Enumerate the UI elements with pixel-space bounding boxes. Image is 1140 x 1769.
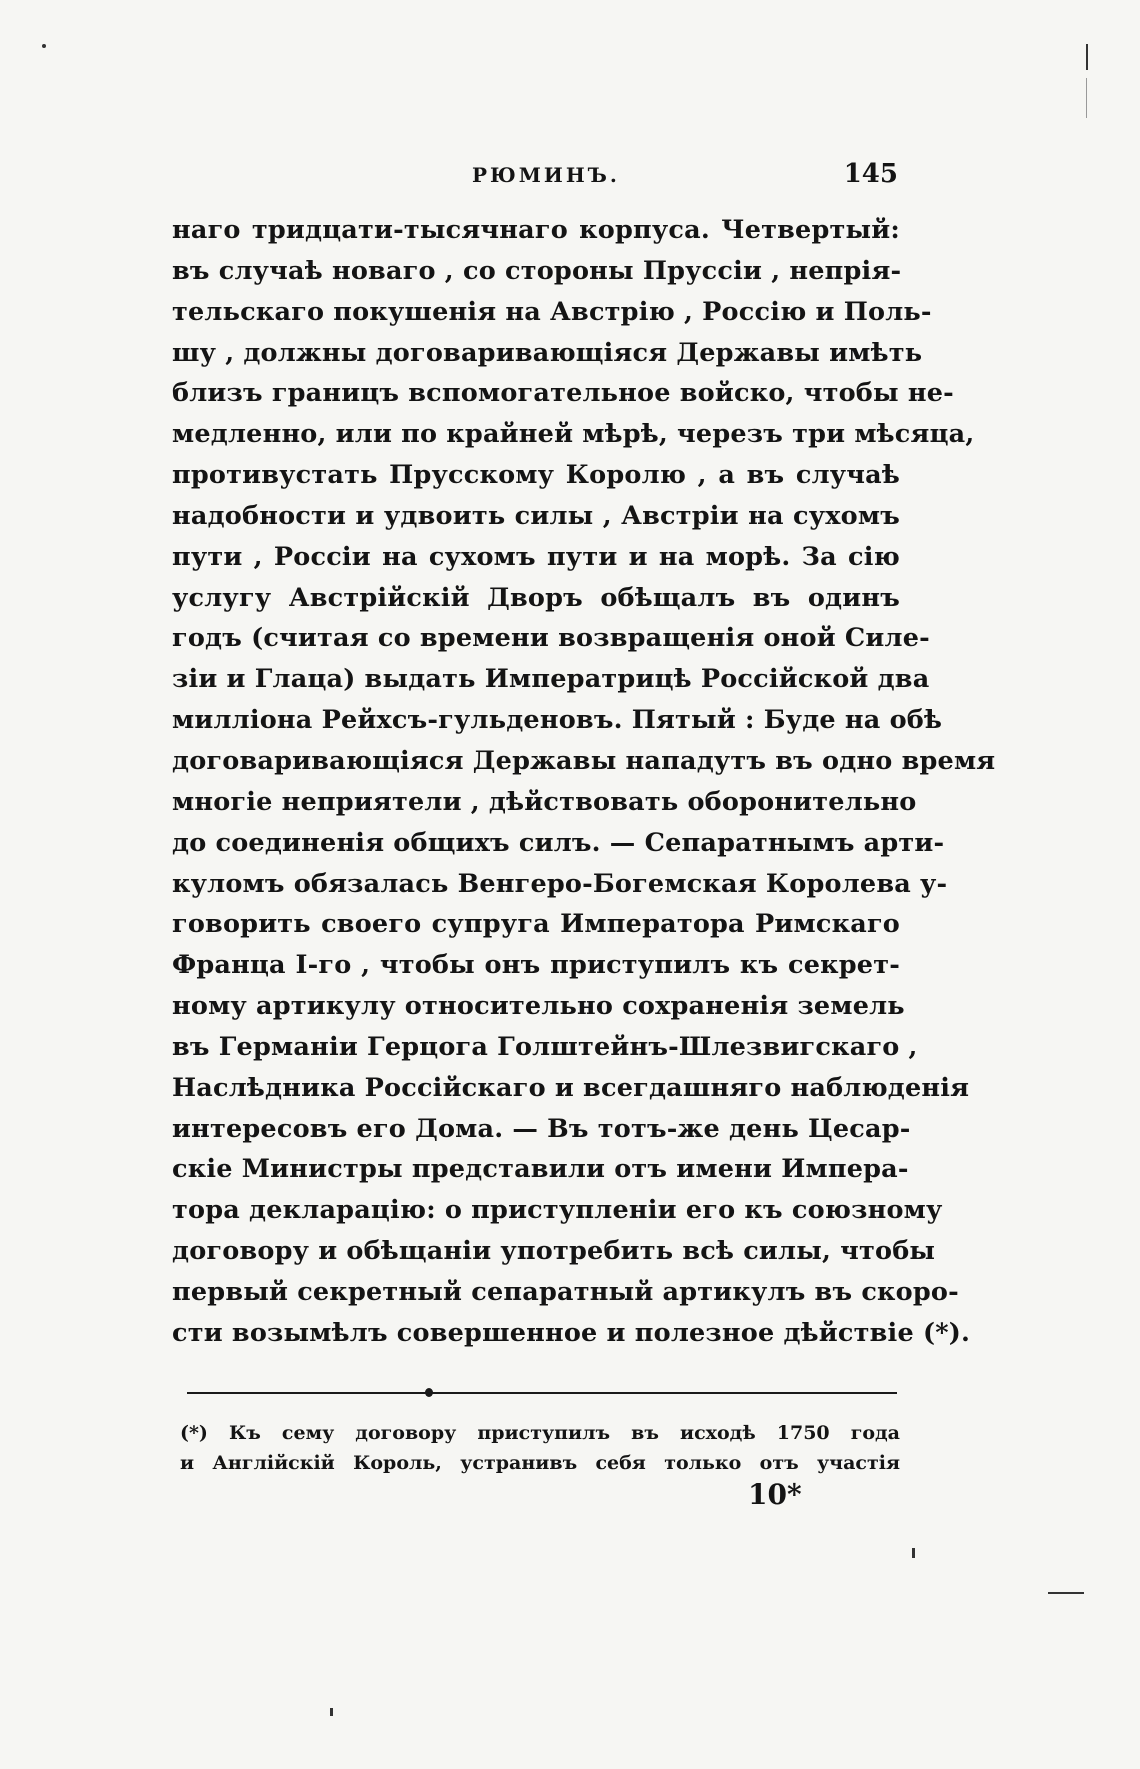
text-line: договору и обѣщаніи употребить всѣ силы, чтобы — [172, 1236, 936, 1267]
text-line: интересовъ его Дома. — Въ тотъ-же день Цесар- — [172, 1113, 911, 1144]
text-line: договаривающіяся Державы нападутъ въ одно время — [172, 745, 996, 776]
text-line: Наслѣдника Россійскаго и всегдашняго наблюденія — [172, 1072, 970, 1103]
text-line: многіе неприятели , дѣйствовать оборонительно — [172, 786, 917, 817]
text-line: годъ (считая со времени возвращенія оной Силе- — [172, 623, 930, 654]
text-line: милліона Рейхсъ-гульденовъ. Пятый : Буде на обѣ — [172, 705, 943, 736]
text-line: первый секретный сепаратный артикулъ въ скоро- — [172, 1276, 959, 1307]
text-line: шу , должны договаривающіяся Державы имѣть — [172, 337, 923, 368]
footnote — [180, 1418, 900, 1478]
text-line: противустать Прусскому Королю , а въ случаѣ — [172, 460, 900, 491]
edge-dash — [1048, 1592, 1084, 1594]
text-line: ному артикулу относительно сохраненія земель — [172, 991, 905, 1022]
signature-mark: 10* — [748, 1478, 802, 1511]
text-line: въ случаѣ новаго , со стороны Пруссіи , непрія- — [172, 255, 902, 286]
text-line: услугу Австрійскій Дворъ обѣщалъ въ одинъ — [172, 582, 900, 613]
body-text — [172, 210, 996, 1354]
text-line: пути , Россіи на сухомъ пути и на морѣ. За сію — [172, 541, 900, 572]
margin-speck — [330, 1708, 333, 1716]
edge-line — [1086, 44, 1088, 70]
text-line: скіе Министры представили отъ имени Импера- — [172, 1154, 909, 1185]
text-line: зіи и Глаца) выдать Императрицѣ Россійской два — [172, 664, 930, 695]
text-line: въ Германіи Герцога Голштейнъ-Шлезвигскаго , — [172, 1031, 918, 1062]
text-line: наго тридцати-тысячнаго корпуса. Четвертый: — [172, 215, 900, 245]
text-line: сти возымѣлъ совершенное и полезное дѣйствіе (*). — [172, 1317, 971, 1348]
text-line: говорить своего супруга Императора Римскаго — [172, 909, 900, 940]
text-line: тора декларацію: о приступленіи его къ союзному — [172, 1195, 943, 1226]
edge-line — [1086, 78, 1087, 118]
page-number: 145 — [843, 159, 898, 189]
corner-speck — [42, 44, 46, 48]
page-header — [172, 159, 898, 203]
text-line: тельскаго покушенія на Австрію , Россію и Поль- — [172, 296, 932, 327]
margin-speck — [912, 1548, 915, 1558]
rule-ornament-dot — [425, 1388, 433, 1397]
text-line: медленно, или по крайней мѣрѣ, черезъ три мѣсяца, — [172, 419, 975, 450]
footnote-line: и Англійскій Король, устранивъ себя только отъ участія — [180, 1452, 900, 1474]
text-line: куломъ обязалась Венгеро-Богемская Королева у- — [172, 868, 948, 899]
text-line: Франца I-го , чтобы онъ приступилъ къ секрет- — [172, 950, 900, 981]
footnote-rule — [187, 1392, 897, 1394]
text-line: надобности и удвоить силы , Австріи на сухомъ — [172, 500, 900, 531]
text-line: близъ границъ вспомогательное войско, чтобы не- — [172, 378, 954, 409]
running-head: РЮМИНЪ. — [472, 163, 620, 187]
text-line: до соединенія общихъ силъ. — Сепаратнымъ арти- — [172, 827, 945, 858]
footnote-line: (*) Къ сему договору приступилъ въ исходѣ 1750 года — [180, 1422, 900, 1444]
